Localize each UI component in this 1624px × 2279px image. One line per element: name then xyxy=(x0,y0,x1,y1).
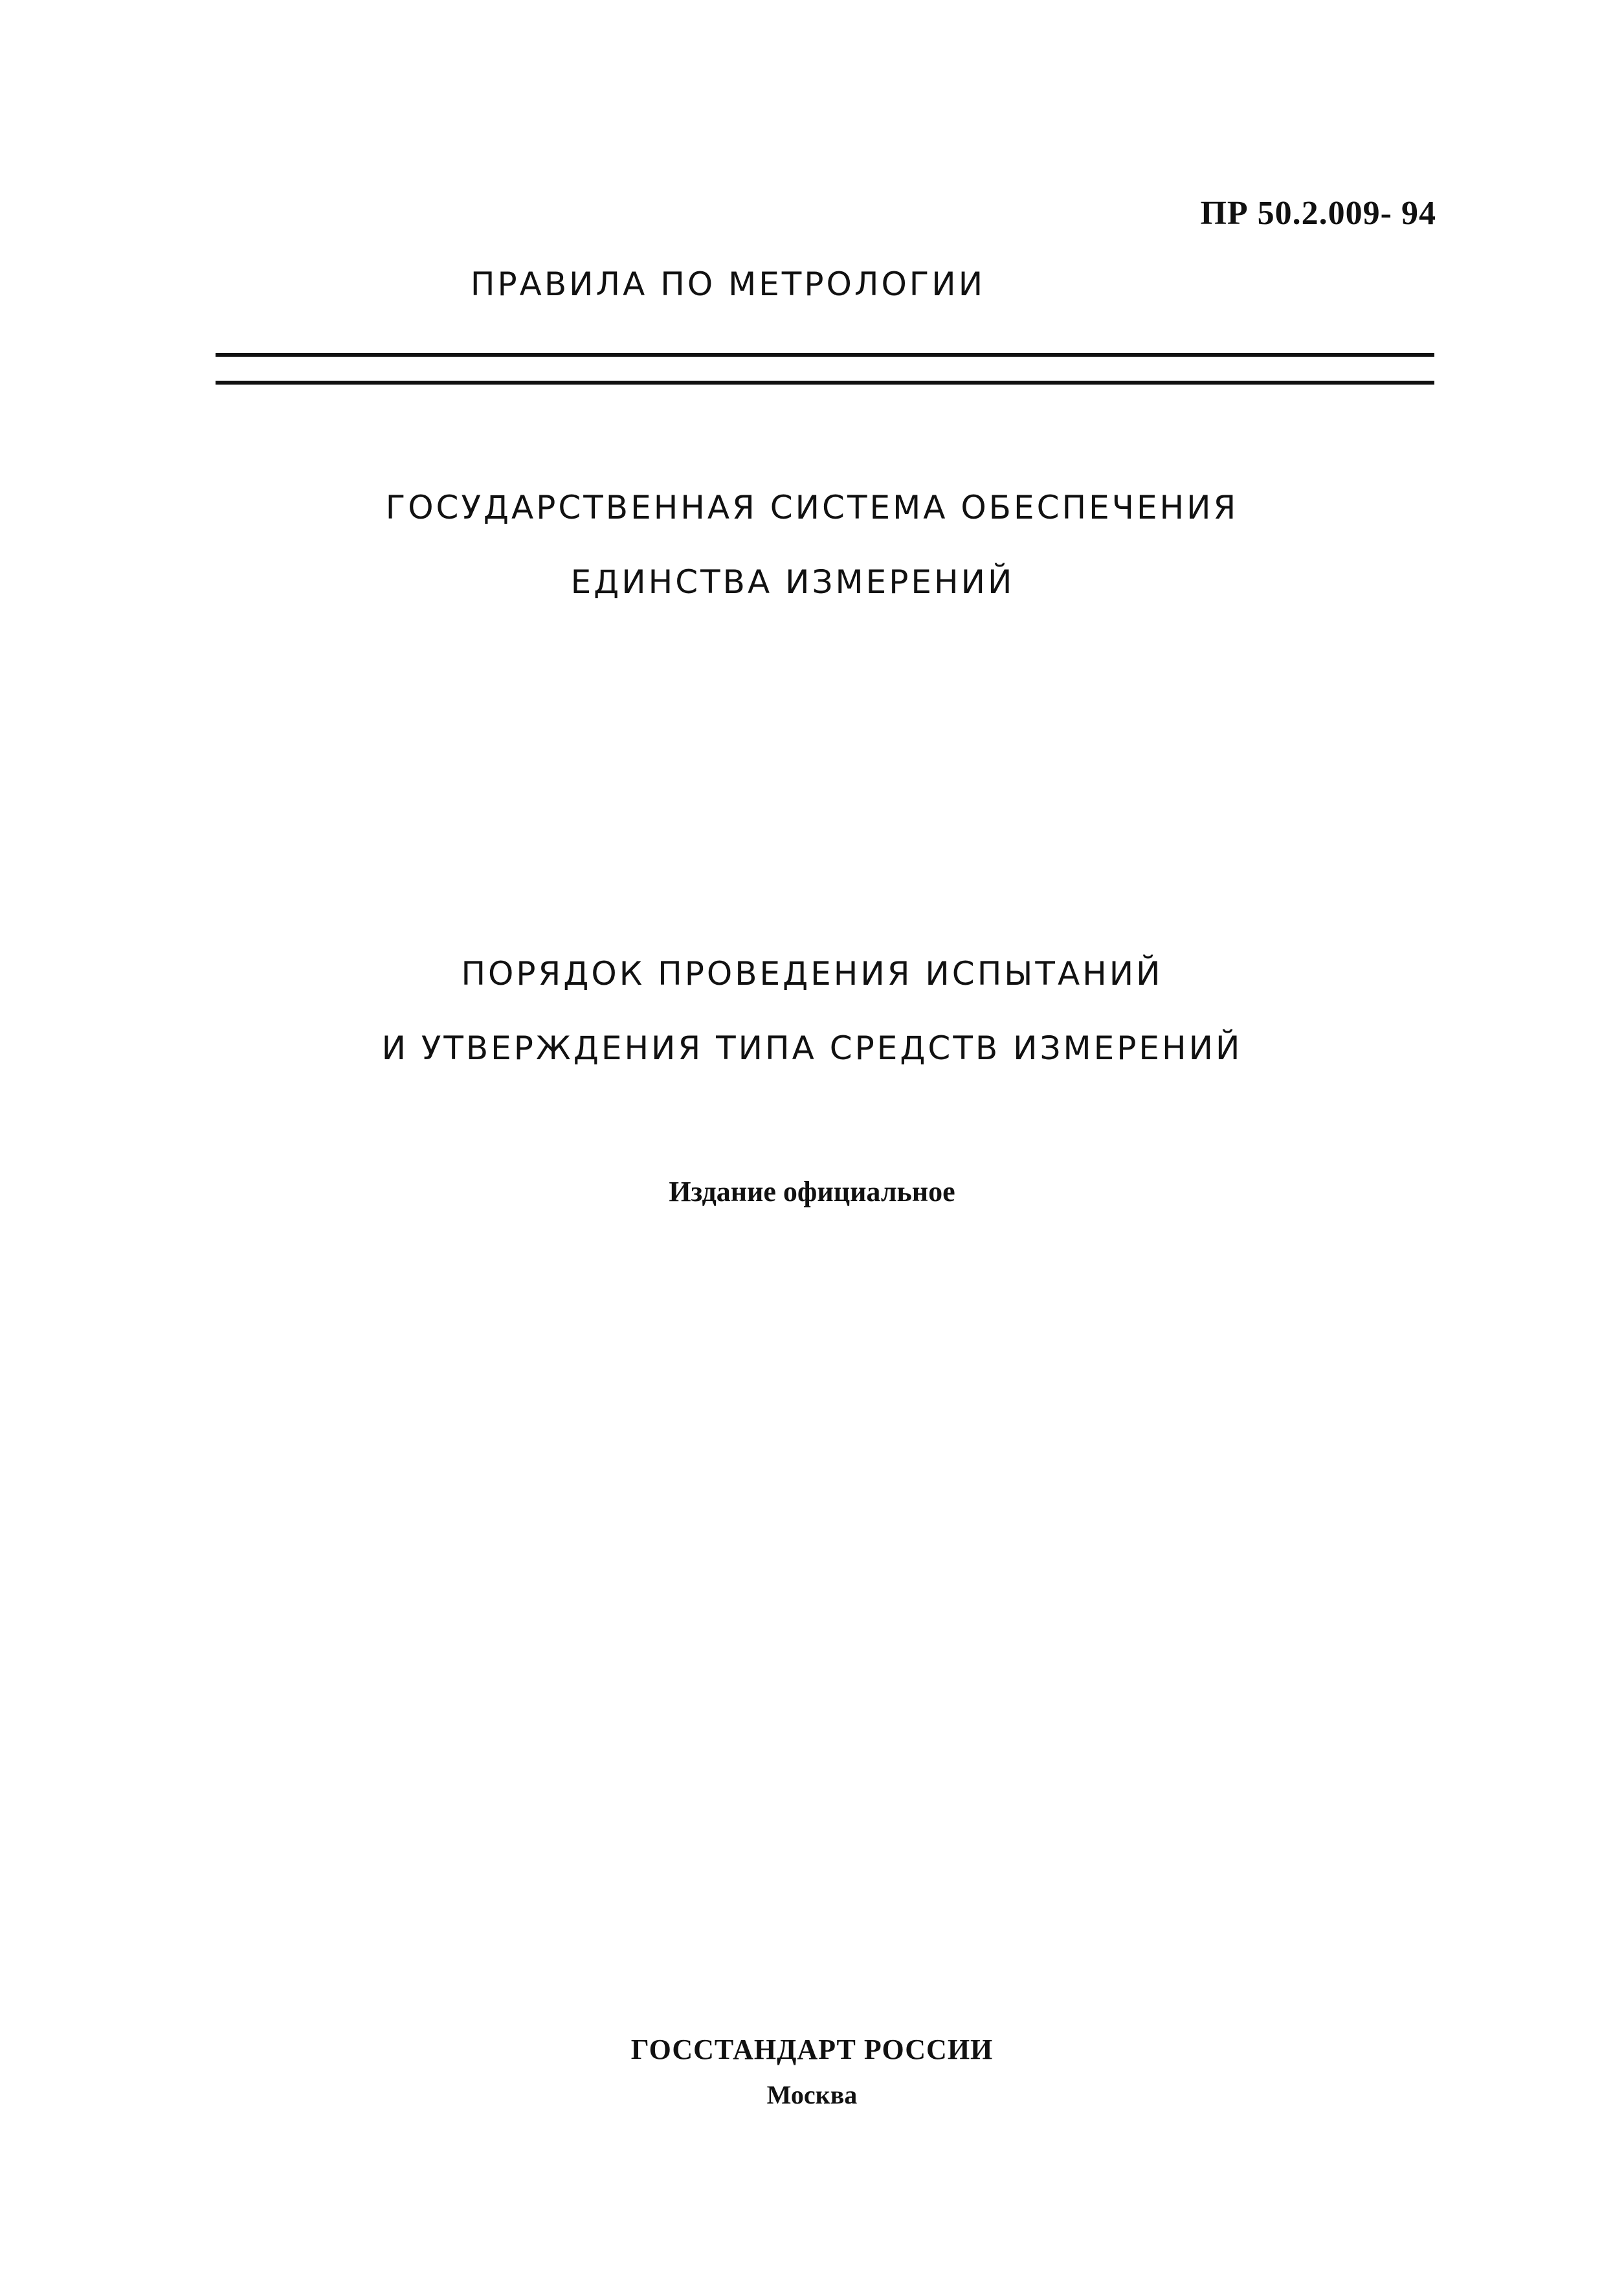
publisher-city: Москва xyxy=(766,2080,858,2109)
document-title-line-1: ПОРЯДОК ПРОВЕДЕНИЯ ИСПЫТАНИЙ xyxy=(461,955,1163,993)
system-title-line-2: ЕДИНСТВА ИЗМЕРЕНИЙ xyxy=(570,563,1015,601)
document-category: ПРАВИЛА ПО МЕТРОЛОГИИ xyxy=(470,265,986,303)
header-rule-top xyxy=(216,353,1434,357)
system-title-line-1: ГОСУДАРСТВЕННАЯ СИСТЕМА ОБЕСПЕЧЕНИЯ xyxy=(385,489,1239,526)
edition-label: Издание официальное xyxy=(669,1176,955,1207)
publisher-name: ГОССТАНДАРТ РОССИИ xyxy=(630,2034,994,2065)
document-code: ПР 50.2.009- 94 xyxy=(1200,195,1436,232)
document-title-line-2: И УТВЕРЖДЕНИЯ ТИПА СРЕДСТВ ИЗМЕРЕНИЙ xyxy=(381,1029,1243,1067)
header-rule-bottom xyxy=(216,381,1434,385)
